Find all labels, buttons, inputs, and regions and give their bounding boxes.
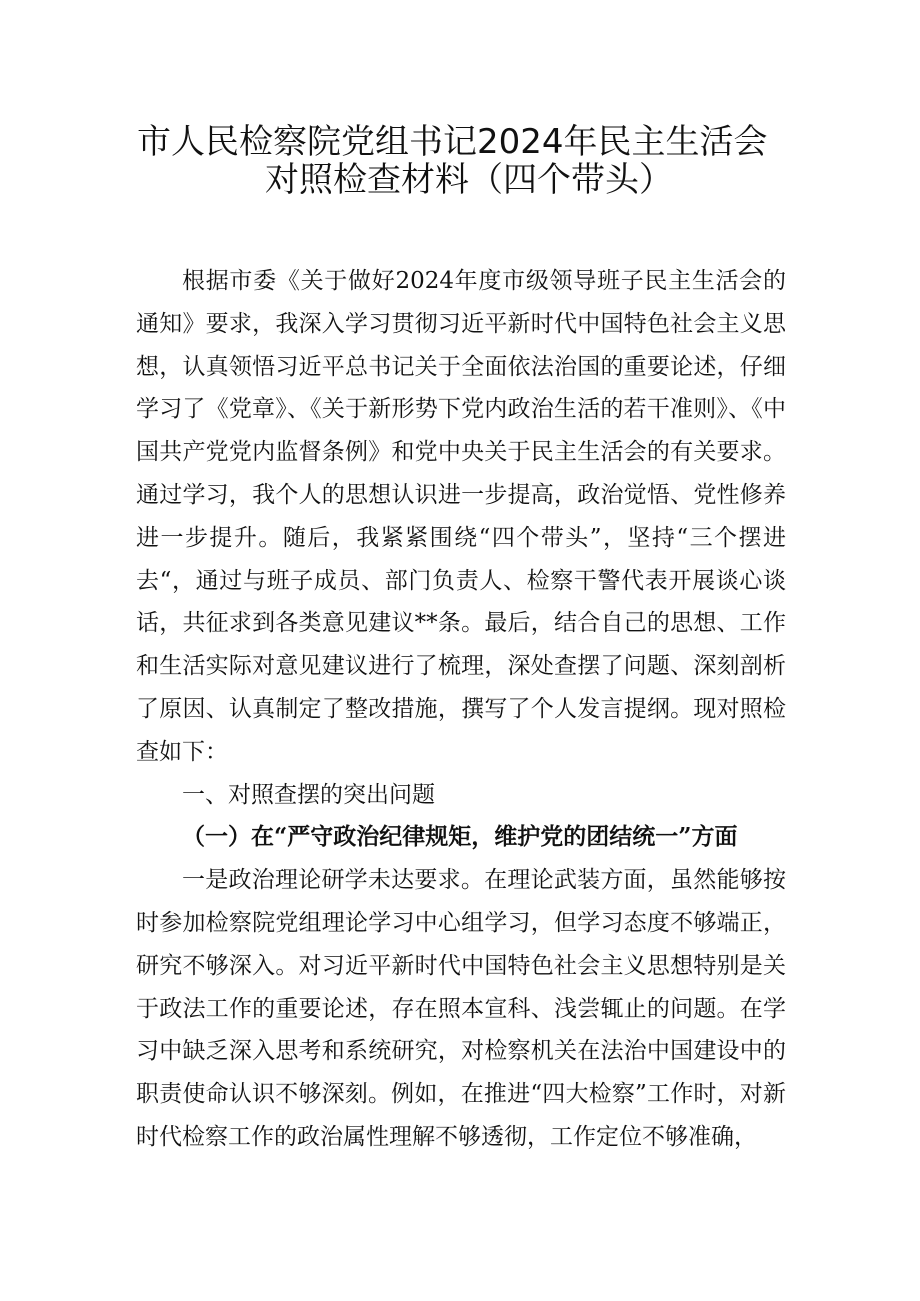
document-title-line-1: 市人民检察院党组书记2024年民主生活会: [137, 122, 768, 162]
intro-paragraph: 根据市委《关于做好2024年度市级领导班子民主生活会的通知》要求，我深入学习贯彻习近平新时代中国特色社会主义思想，认真领悟习近平总书记关于全面依法治国的重要论述，仔细学习了《党章》、《关于新形势下党内政治生活的若干准则》、《中国共产党党内监督条例》和党中央关于民主生活会的有关要求。通过学习，我个人的思想认识进一步提高，政治觉悟、党性修养进一步提升。随后，我紧紧围绕“四个带头”，坚持“三个摆进去“，通过与班子成员、部门负责人、检察干警代表开展谈心谈话，共征求到各类意见建议**条。最后，结合自己的思想、工作和生活实际对意见建议进行了梳理，深处查摆了问题、深刻剖析了原因、认真制定了整改措施，撰写了个人发言提纲。现对照检查如下：: [136, 268, 786, 765]
document-body: [136, 260, 786, 1159]
subsection-heading: （一）在“严守政治纪律规矩，维护党的团结统一”方面: [182, 823, 738, 851]
document-title-line-2: 对照检查材料（四个带头）: [265, 160, 673, 200]
section-heading: 一、对照查摆的突出问题: [182, 781, 435, 808]
problem-paragraph: 一是政治理论研学未达要求。在理论武装方面，虽然能够按时参加检察院党组理论学习中心组学习，但学习态度不够端正，研究不够深入。对习近平新时代中国特色社会主义思想特别是关于政法工作的重要论述，存在照本宣科、浅尝辄止的问题。在学习中缺乏深入思考和系统研究，对检察机关在法治中国建设中的职责使命认识不够深刻。例如，在推进“四大检察”工作时，对新时代检察工作的政治属性理解不够透彻，工作定位不够准确，: [136, 867, 786, 1150]
